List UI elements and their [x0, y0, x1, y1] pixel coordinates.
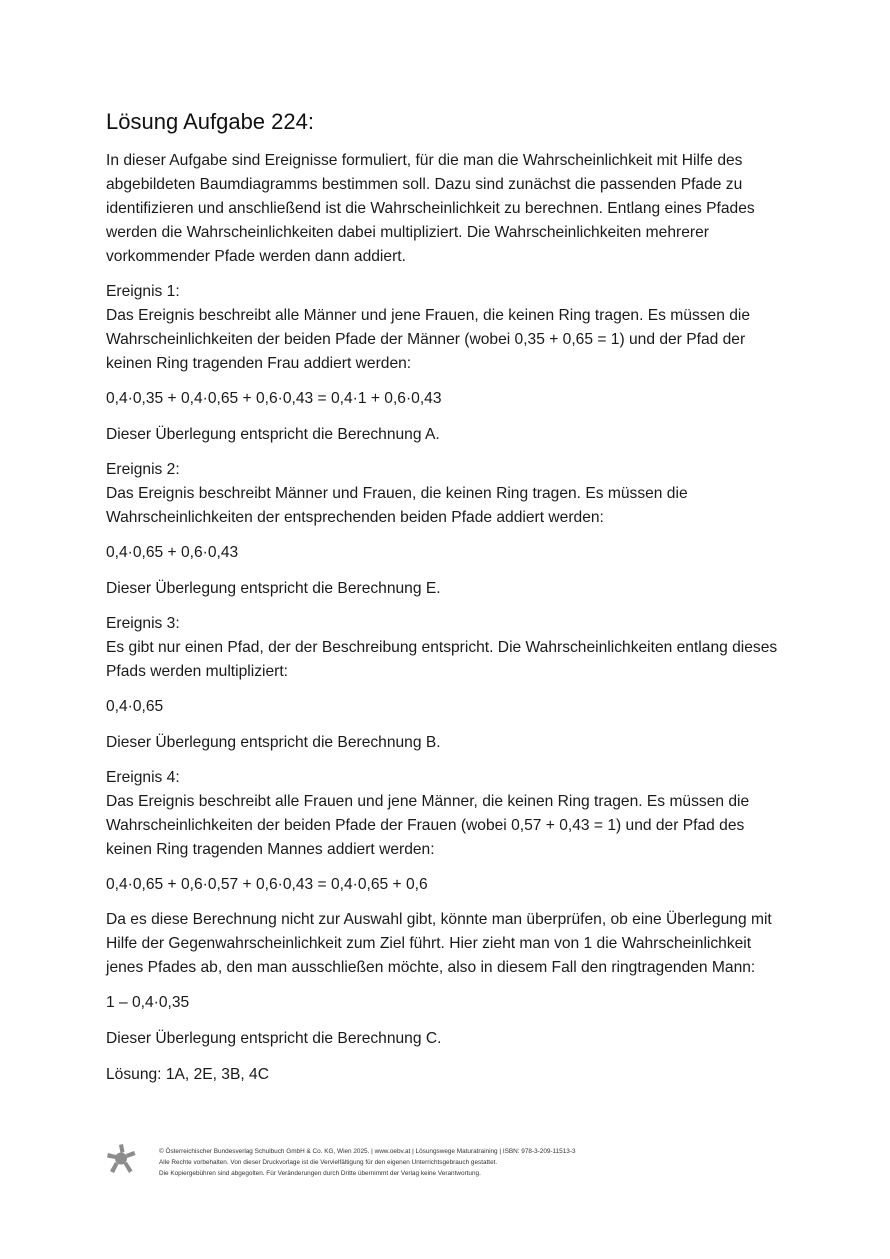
footer-line-2: Alle Rechte vorbehalten. Von dieser Druckvorlage ist die Vervielfältigung für den eigenen Unterrichtsgebrauch gestattet.: [159, 1159, 498, 1166]
event-1-description: Ereignis 1: Das Ereignis beschreibt alle Männer und jene Frauen, die keinen Ring tragen. Es müssen die Wahrscheinlichkeiten der beiden Pfade der Männer (wobei 0,35 + 0,65 = 1) und der Pfad der keinen Ring tragenden Frau addiert werden:: [106, 283, 751, 372]
event-3-description: Ereignis 3: Es gibt nur einen Pfad, der der Beschreibung entspricht. Die Wahrscheinlichkeiten entlang dieses Pfads werden multipliziert:: [106, 615, 778, 680]
document-content: [106, 108, 786, 1099]
solution-summary: Lösung: 1A, 2E, 3B, 4C: [106, 1066, 269, 1083]
event-4-formula: 0,4·0,65 + 0,6·0,57 + 0,6·0,43 = 0,4·0,65 + 0,6: [106, 876, 428, 893]
publisher-logo-icon: [106, 1143, 136, 1175]
complement-explanation: Da es diese Berechnung nicht zur Auswahl gibt, könnte man überprüfen, ob eine Überlegung mit Hilfe der Gegenwahrscheinlichkeit zum Ziel führt. Hier zieht man von 1 die Wahrscheinlichkeit jenes Pfades ab, den man ausschließen möchte, also in diesem Fall den ringtragenden Mann:: [106, 911, 772, 976]
event-1-formula: 0,4·0,35 + 0,4·0,65 + 0,6·0,43 = 0,4·1 + 0,6·0,43: [106, 390, 442, 407]
intro-paragraph: In dieser Aufgabe sind Ereignisse formuliert, für die man die Wahrscheinlichkeit mit Hilfe des abgebildeten Baumdiagramms bestimmen soll. Dazu sind zunächst die passenden Pfade zu identifizieren und anschließend ist die Wahrscheinlichkeit zu berechnen. Entlang eines Pfades werden die Wahrscheinlichkeiten dabei multipliziert. Die Wahrscheinlichkeiten mehrerer vorkommender Pfade werden dann addiert.: [106, 152, 755, 265]
footer-copyright: [159, 1146, 576, 1179]
complement-formula: 1 – 0,4·0,35: [106, 994, 190, 1011]
event-4-result: Dieser Überlegung entspricht die Berechnung C.: [106, 1030, 442, 1047]
event-2-result: Dieser Überlegung entspricht die Berechnung E.: [106, 580, 441, 597]
event-2-formula: 0,4·0,65 + 0,6·0,43: [106, 544, 239, 561]
footer-line-1: © Österreichischer Bundesverlag Schulbuch GmbH & Co. KG, Wien 2025. | www.oebv.at | Lösungswege Maturatraining | ISBN: 978-3-209-11513-3: [159, 1148, 576, 1155]
event-1-result: Dieser Überlegung entspricht die Berechnung A.: [106, 426, 440, 443]
event-2-description: Ereignis 2: Das Ereignis beschreibt Männer und Frauen, die keinen Ring tragen. Es müssen die Wahrscheinlichkeiten der entsprechenden beiden Pfade addiert werden:: [106, 461, 688, 526]
event-3-result: Dieser Überlegung entspricht die Berechnung B.: [106, 734, 441, 751]
page-title: Lösung Aufgabe 224:: [106, 109, 314, 134]
page-footer: [106, 1143, 726, 1183]
footer-line-3: Die Kopiergebühren sind abgegolten. Für Veränderungen durch Dritte übernimmt der Verlag keine Verantwortung.: [159, 1170, 481, 1177]
event-3-formula: 0,4·0,65: [106, 698, 164, 715]
event-4-description: Ereignis 4: Das Ereignis beschreibt alle Frauen und jene Männer, die keinen Ring tragen. Es müssen die Wahrscheinlichkeiten der beiden Pfade der Frauen (wobei 0,57 + 0,43 = 1) und der Pfad des keinen Ring tragenden Mannes addiert werden:: [106, 769, 750, 858]
